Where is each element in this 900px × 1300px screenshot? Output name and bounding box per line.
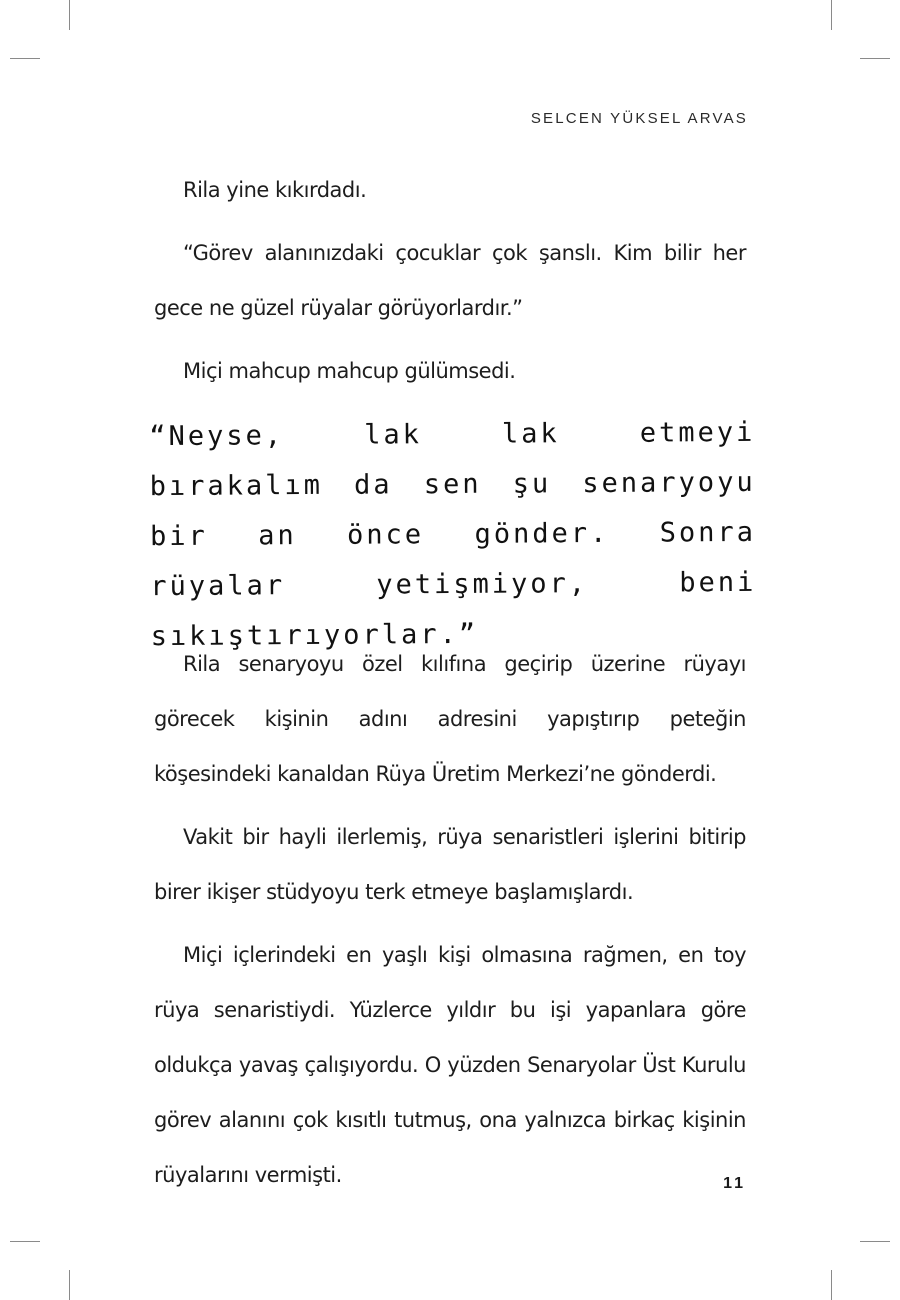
- crop-mark-left-top: [10, 58, 40, 59]
- crop-mark-bottom-left: [69, 1270, 70, 1300]
- crop-mark-left-bottom: [10, 1241, 40, 1242]
- crop-mark-right-top: [860, 58, 890, 59]
- running-head-author: SELCEN YÜKSEL ARVAS: [530, 110, 748, 127]
- body-text-bottom: [154, 637, 746, 1203]
- crop-mark-top-right: [831, 0, 832, 30]
- page-number: 11: [723, 1175, 746, 1192]
- paragraph: Rila yine kıkırdadı.: [183, 178, 367, 202]
- paragraph: Miçi içlerindeki en yaşlı kişi olmasına rağmen, en toy rüya senaristiydi. Yüzlerce yıldır bu işi yapanlara göre oldukça yavaş çalışıyordu. O yüzden Senaryolar Üst Kurulu görev alanını çok kısıtlı tutmuş, ona yalnızca birkaç kişinin rüyalarını vermişti.: [154, 943, 746, 1187]
- body-text-top: [154, 163, 746, 399]
- handwritten-quote: “Neyse, lak lak etmeyi bırakalım da sen şu senaryoyu bir an önce gönder. Sonra rüyalar yetişmiyor, beni sıkıştırıyorlar.”: [149, 416, 757, 653]
- paragraph: Rila senaryoyu özel kılıfına geçirip üzerine rüyayı görecek kişinin adını adresini yapıştırıp peteğin köşesindeki kanaldan Rüya Üretim Merkezi’ne gönderdi.: [154, 652, 746, 786]
- paragraph: Vakit bir hayli ilerlemiş, rüya senaristleri işlerini bitirip birer ikişer stüdyoyu terk etmeye başlamışlardı.: [154, 825, 746, 904]
- paragraph: Miçi mahcup mahcup gülümsedi.: [183, 359, 516, 383]
- paragraph: “Görev alanınızdaki çocuklar çok şanslı. Kim bilir her gece ne güzel rüyalar görüyorlardır.”: [154, 241, 746, 320]
- crop-mark-top-left: [69, 0, 70, 30]
- crop-mark-right-bottom: [860, 1241, 890, 1242]
- crop-mark-bottom-right: [831, 1270, 832, 1300]
